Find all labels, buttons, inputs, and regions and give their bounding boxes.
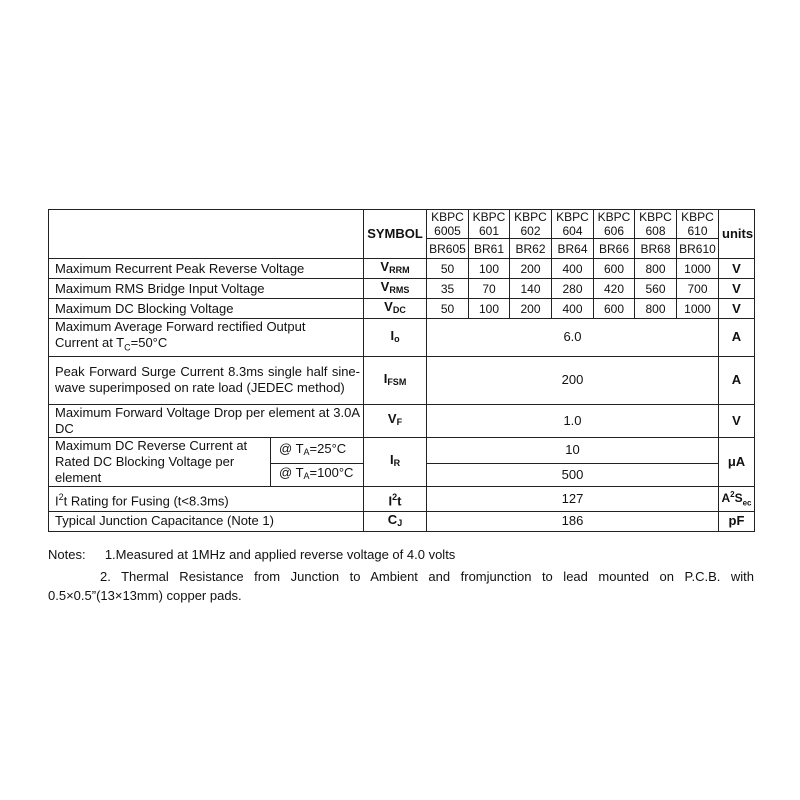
value-cell: 35: [427, 279, 469, 299]
value-cell: 200: [427, 356, 719, 404]
unit-cell: V: [719, 279, 755, 299]
unit-cell: $A^2S_{ec}$: [719, 486, 755, 511]
model-header-6: KBPC 608: [635, 210, 677, 239]
value-cell: 200: [510, 259, 552, 279]
row-vdc: [49, 299, 755, 319]
value-cell: 200: [510, 299, 552, 319]
param-label: $I^2t$ Rating for Fusing (t<8.3ms): [49, 486, 364, 511]
param-label: Maximum DC Blocking Voltage: [49, 299, 364, 319]
symbol-cell: $V_{RRM}$: [364, 259, 427, 279]
value-cell: 420: [594, 279, 635, 299]
value-cell: 400: [552, 299, 594, 319]
value-cell: 1.0: [427, 404, 719, 437]
value-cell: 1000: [677, 259, 719, 279]
value-cell: 400: [552, 259, 594, 279]
unit-cell: V: [719, 299, 755, 319]
param-label: Peak Forward Surge Current 8.3ms single half sine-wave superimposed on rate load (JEDEC method): [49, 356, 364, 404]
unit-cell: V: [719, 259, 755, 279]
header-row-top: [49, 210, 755, 239]
symbol-header: SYMBOL: [364, 210, 427, 259]
value-cell: 600: [594, 259, 635, 279]
value-cell: 1000: [677, 299, 719, 319]
note-2-text: 2. Thermal Resistance from Junction to Ambient and fromjunction to lead mounted on P.C.B. with 0.5×0.5”(13×13mm) copper pads.: [48, 569, 754, 603]
unit-cell: A: [719, 356, 755, 404]
symbol-cell: $V_{DC}$: [364, 299, 427, 319]
value-cell: 280: [552, 279, 594, 299]
value-cell: 560: [635, 279, 677, 299]
value-cell: 600: [594, 299, 635, 319]
model-alt-3: BR62: [510, 239, 552, 259]
row-ifsm: [49, 356, 755, 404]
symbol-cell: $V_F$: [364, 404, 427, 437]
symbol-cell: $I_o$: [364, 319, 427, 357]
param-label: Maximum Forward Voltage Drop per element at 3.0A DC: [49, 404, 364, 437]
model-header-5: KBPC 606: [594, 210, 635, 239]
row-ir-1: [49, 437, 755, 463]
value-cell: 800: [635, 299, 677, 319]
condition-100c: @ $T_A=100^\circ C$: [271, 463, 364, 486]
value-cell: 100: [469, 299, 510, 319]
unit-cell: pF: [719, 511, 755, 531]
param-label: Maximum Average Forward rectified Output Current at $T_C=50^\circ C$: [49, 319, 364, 357]
note-1-text: 1.Measured at 1MHz and applied reverse voltage of 4.0 volts: [104, 547, 456, 562]
symbol-cell: $I_R$: [364, 437, 427, 486]
value-cell: 100: [469, 259, 510, 279]
value-cell: 186: [427, 511, 719, 531]
row-io: [49, 319, 755, 357]
model-alt-1: BR605: [427, 239, 469, 259]
note-2: [48, 567, 754, 605]
symbol-cell: $V_{RMS}$: [364, 279, 427, 299]
param-label: Maximum Recurrent Peak Reverse Voltage: [49, 259, 364, 279]
model-alt-2: BR61: [469, 239, 510, 259]
value-cell: 70: [469, 279, 510, 299]
unit-cell: V: [719, 404, 755, 437]
value-cell: 50: [427, 259, 469, 279]
row-i2t: [49, 486, 755, 511]
value-cell: 500: [427, 463, 719, 486]
symbol-cell: $I^2t$: [364, 486, 427, 511]
value-cell: 800: [635, 259, 677, 279]
row-vrrm: [49, 259, 755, 279]
model-header-4: KBPC 604: [552, 210, 594, 239]
param-label: Maximum DC Reverse Current at Rated DC Blocking Voltage per element: [49, 437, 271, 486]
param-label: Maximum RMS Bridge Input Voltage: [49, 279, 364, 299]
model-header-3: KBPC 602: [510, 210, 552, 239]
model-header-7: KBPC 610: [677, 210, 719, 239]
value-cell: 127: [427, 486, 719, 511]
model-alt-4: BR64: [552, 239, 594, 259]
value-cell: 700: [677, 279, 719, 299]
row-vf: [49, 404, 755, 437]
model-alt-6: BR68: [635, 239, 677, 259]
spec-table: [48, 209, 755, 532]
model-alt-5: BR66: [594, 239, 635, 259]
row-vrms: [49, 279, 755, 299]
model-alt-7: BR610: [677, 239, 719, 259]
model-header-2: KBPC 601: [469, 210, 510, 239]
condition-25c: @ $T_A=25^\circ C$: [271, 437, 364, 463]
units-header: units: [719, 210, 755, 259]
param-label: Typical Junction Capacitance (Note 1): [49, 511, 364, 531]
unit-cell: μA: [719, 437, 755, 486]
value-cell: 50: [427, 299, 469, 319]
symbol-cell: $C_J$: [364, 511, 427, 531]
value-cell: 10: [427, 437, 719, 463]
notes-label: Notes:: [48, 547, 86, 562]
header-blank: [49, 210, 364, 259]
unit-cell: A: [719, 319, 755, 357]
model-header-1: KBPC 6005: [427, 210, 469, 239]
value-cell: 6.0: [427, 319, 719, 357]
symbol-cell: $I_{FSM}$: [364, 356, 427, 404]
note-1: [48, 545, 754, 564]
row-cj: [49, 511, 755, 531]
value-cell: 140: [510, 279, 552, 299]
